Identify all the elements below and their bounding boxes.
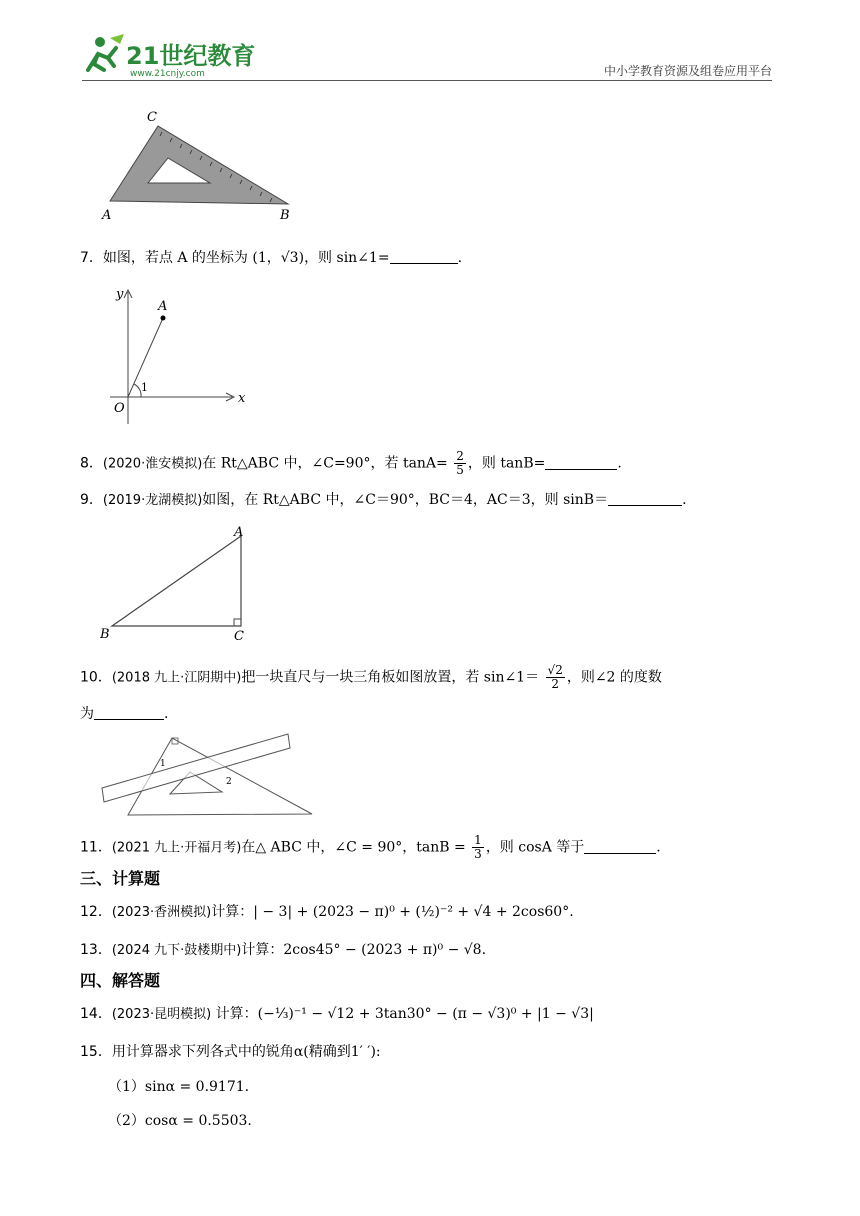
question-number: 7． [80,250,103,266]
question-text: 如图，若点 A 的坐标为 [102,250,248,266]
period: . [617,455,622,472]
coordinate: (1，√3) [252,250,305,266]
question-14 [80,1004,594,1025]
question-10 [80,664,662,691]
label-angle-2: 2 [226,777,232,787]
question-number: 15． [80,1044,112,1060]
logo-text: 21世纪教育 [126,42,256,70]
period: . [682,492,687,508]
answer-blank[interactable] [390,249,458,264]
label-o: O [114,401,125,416]
question-source: (2023·香洲模拟) [111,905,212,920]
question-source: (2019·龙湖模拟) [102,493,203,508]
period: . [457,250,463,266]
question-number: 9． [80,492,103,508]
label-angle-1: 1 [160,759,166,769]
question-15-part-2: （2）cosα = 0.5503. [108,1113,252,1129]
question-text: 计算：(−⅓)⁻¹ − √12 + 3tan30° − (π − √3)⁰ + |1 − √3| [215,1006,594,1022]
site-logo [80,30,260,80]
question-number: 8． [80,455,103,472]
question-source: (2018 九上·江阴期中) [111,670,242,686]
question-text: 计算：2cos45° − (2023 + π)⁰ − √8. [241,942,487,958]
logo-url: www.21cnjy.com [130,69,205,79]
question-text: 计算：| − 3| + (2023 − π)⁰ + (½)⁻² + √4 + 2cos60°. [211,904,574,920]
question-source: (2024 九下·鼓楼期中) [111,943,242,958]
question-source: (2023·昆明模拟) [111,1007,212,1022]
answer-blank[interactable] [584,839,656,854]
question-text-c: 为 [80,706,94,722]
label-a: A [102,208,112,223]
question-text-b: ，则 tanB= [467,455,546,472]
question-12 [80,902,574,923]
question-text: 如图，在 Rt△ABC 中，∠C＝90°，BC＝4，AC＝3，则 sinB＝ [202,492,609,508]
label-angle-1: 1 [141,381,148,394]
question-text: 在 Rt△ABC 中，∠C=90°，若 tanA= [202,455,448,472]
period: . [164,706,169,722]
question-text: 用计算器求下列各式中的锐角α(精确到1′ ′): [111,1044,381,1060]
denominator: 2 [551,677,559,691]
question-number: 14． [80,1006,112,1022]
denominator: 5 [456,463,464,477]
label-c: C [147,110,157,125]
question-number: 11． [80,839,112,856]
question-text: 在△ ABC 中，∠C = 90°，tanB = [241,839,466,856]
figure-coordinate-plane [100,284,260,433]
question-text: 把一块直尺与一块三角板如图放置，若 sin∠1＝ [241,669,540,686]
question-15 [80,1042,381,1062]
fraction [546,664,565,691]
label-y: y [116,287,124,302]
answer-blank[interactable] [545,455,617,470]
figure-ruler-and-triangle [100,730,320,822]
question-source: (2021 九上·开福月考) [111,840,242,856]
section-title-3: 三、计算题 [80,869,161,888]
question-8 [80,450,622,477]
section-title-4: 四、解答题 [80,971,161,990]
question-number: 12． [80,904,112,920]
label-a: A [158,299,168,314]
question-number: 13． [80,942,112,958]
question-7 [80,248,462,268]
question-number: 10． [80,669,112,686]
question-10-line-2 [80,704,168,724]
question-text-b: ，则 cosA 等于 [485,839,585,856]
label-a: A [234,525,244,540]
fraction [472,834,484,861]
runner-icon [88,34,124,70]
question-text-b: ，则∠2 的度数 [566,669,662,686]
label-c: C [234,629,244,644]
answer-blank[interactable] [94,705,164,720]
denominator: 3 [474,847,482,861]
numerator: 2 [456,449,464,463]
question-9 [80,490,687,511]
period: . [656,839,661,856]
answer-blank[interactable] [608,491,682,506]
question-source: (2020·淮安模拟) [102,456,203,472]
figure-right-triangle [100,522,260,650]
figure-set-square [100,106,300,228]
question-11 [80,834,661,861]
label-b: B [100,627,110,642]
fraction [454,450,466,477]
question-13 [80,940,486,961]
numerator: 1 [474,833,482,847]
question-text-b: ，则 sin∠1= [304,250,390,266]
header-divider [82,80,772,81]
question-15-part-1: （1）sinα = 0.9171. [108,1079,250,1095]
label-b: B [280,208,290,223]
label-x: x [238,391,246,406]
numerator: √2 [547,663,563,677]
header-right-text: 中小学教育资源及组卷应用平台 [603,64,772,78]
